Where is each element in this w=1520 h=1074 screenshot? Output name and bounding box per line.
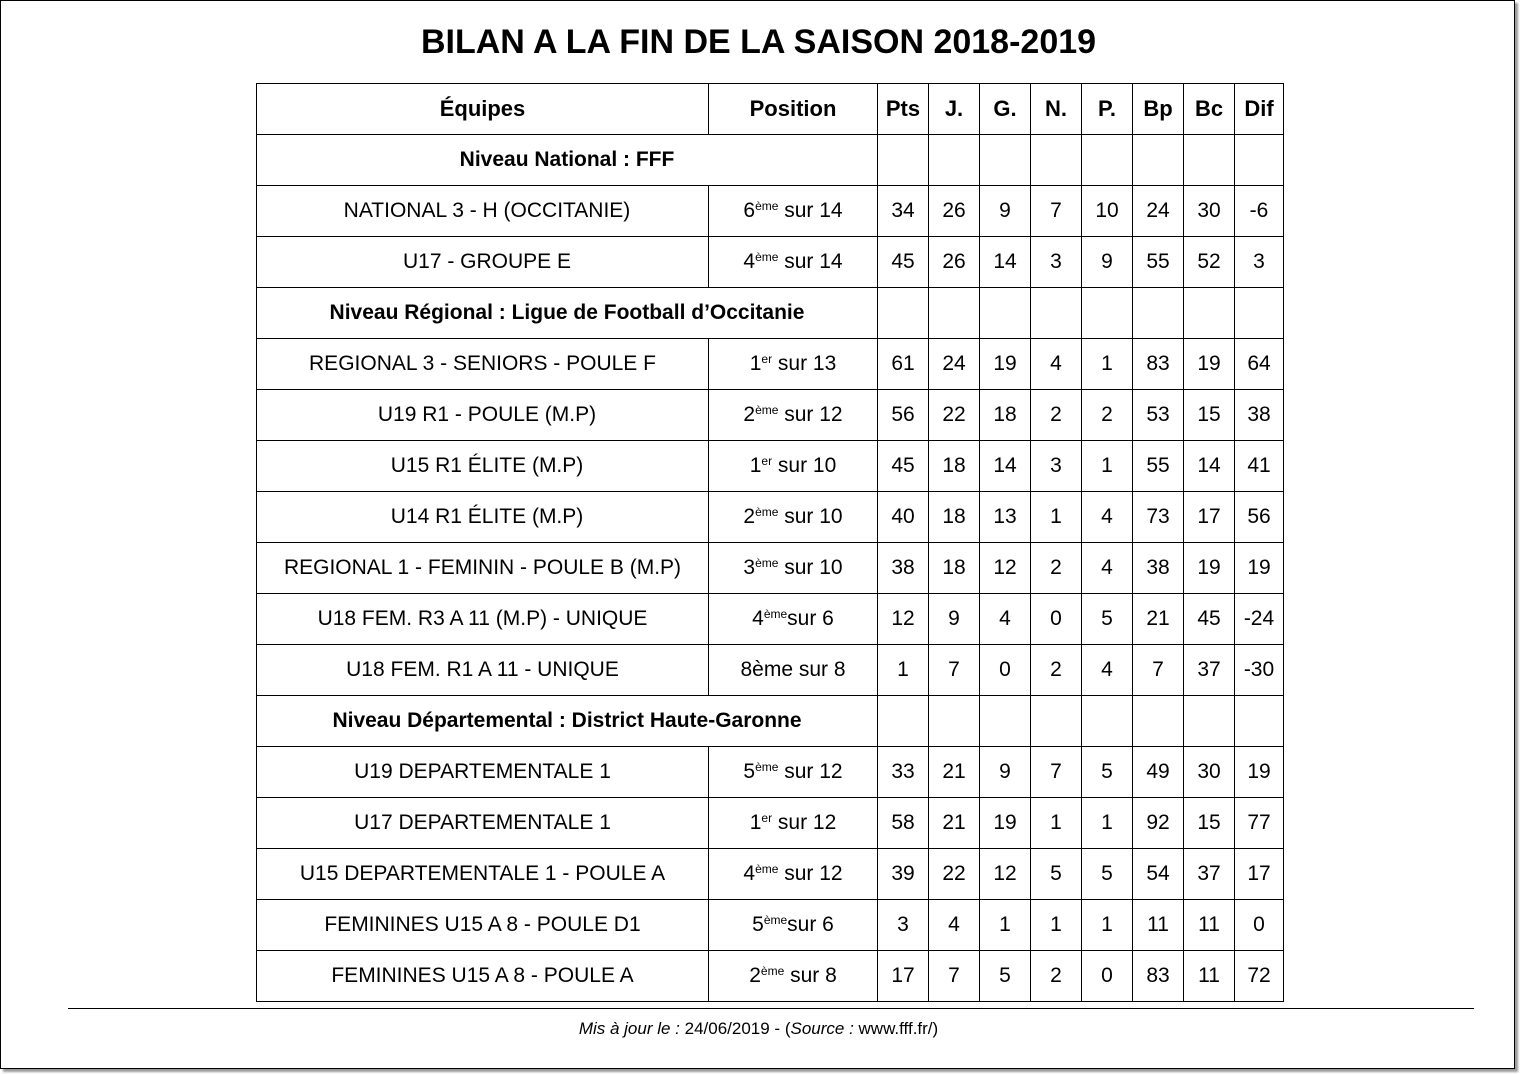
stat-j-cell: 26 [929, 186, 980, 237]
stat-n-cell: 2 [1031, 543, 1082, 594]
footer-source-label: Source : [790, 1019, 854, 1038]
position-cell [709, 747, 878, 798]
empty-cell [1184, 288, 1235, 339]
stat-pts-cell: 34 [878, 186, 929, 237]
empty-cell [1031, 696, 1082, 747]
position-ordinal-suffix: ème [763, 607, 788, 621]
footer-source: www.fff.fr/) [853, 1019, 939, 1038]
empty-cell [878, 288, 929, 339]
table-row [257, 441, 1284, 492]
section-label: Niveau National : FFF [257, 135, 878, 186]
stat-p-cell: 4 [1082, 492, 1133, 543]
empty-cell [929, 288, 980, 339]
empty-cell [980, 135, 1031, 186]
stat-n-cell: 2 [1031, 390, 1082, 441]
section-row [257, 288, 1284, 339]
col-header-position: Position [709, 84, 878, 135]
footer-divider [68, 1008, 1474, 1009]
footer-updated-label: Mis à jour le : [578, 1019, 680, 1038]
position-rank: 3 [743, 556, 756, 579]
col-header-g: G. [980, 84, 1031, 135]
empty-cell [878, 135, 929, 186]
table-row [257, 390, 1284, 441]
position-total: sur 12 [778, 403, 843, 426]
stat-bp-cell: 38 [1133, 543, 1184, 594]
col-header-j: J. [929, 84, 980, 135]
stat-bc-cell: 45 [1184, 594, 1235, 645]
stat-dif-cell: 3 [1235, 237, 1284, 288]
stat-g-cell: 14 [980, 441, 1031, 492]
table-row [257, 543, 1284, 594]
position-cell [709, 594, 878, 645]
position-ordinal-suffix: ème [763, 913, 788, 927]
stat-dif-cell: 19 [1235, 543, 1284, 594]
team-cell: U14 R1 ÉLITE (M.P) [257, 492, 709, 543]
stat-dif-cell: 41 [1235, 441, 1284, 492]
stat-g-cell: 18 [980, 390, 1031, 441]
position-cell [709, 186, 878, 237]
position-cell [709, 441, 878, 492]
empty-cell [878, 696, 929, 747]
stat-g-cell: 9 [980, 186, 1031, 237]
stat-dif-cell: -30 [1235, 645, 1284, 696]
empty-cell [1082, 696, 1133, 747]
stat-dif-cell: 0 [1235, 900, 1284, 951]
position-cell [709, 339, 878, 390]
stat-pts-cell: 1 [878, 645, 929, 696]
position-total: sur 14 [778, 250, 843, 273]
col-header-bc: Bc [1184, 84, 1235, 135]
team-cell: NATIONAL 3 - H (OCCITANIE) [257, 186, 709, 237]
stat-n-cell: 5 [1031, 849, 1082, 900]
stat-bc-cell: 30 [1184, 186, 1235, 237]
stat-p-cell: 4 [1082, 645, 1133, 696]
stat-pts-cell: 3 [878, 900, 929, 951]
position-rank: 6 [743, 199, 756, 222]
stat-bc-cell: 37 [1184, 645, 1235, 696]
stat-pts-cell: 17 [878, 951, 929, 1002]
position-cell [709, 390, 878, 441]
team-cell: REGIONAL 3 - SENIORS - POULE F [257, 339, 709, 390]
table-row [257, 798, 1284, 849]
team-cell: U19 R1 - POULE (M.P) [257, 390, 709, 441]
position-rank: 1 [749, 811, 762, 834]
stat-bc-cell: 52 [1184, 237, 1235, 288]
stat-pts-cell: 40 [878, 492, 929, 543]
stat-dif-cell: 19 [1235, 747, 1284, 798]
stat-p-cell: 1 [1082, 441, 1133, 492]
table-row [257, 339, 1284, 390]
stat-p-cell: 5 [1082, 594, 1133, 645]
team-cell: U15 DEPARTEMENTALE 1 - POULE A [257, 849, 709, 900]
position-ordinal-suffix: ème [755, 862, 779, 876]
stat-g-cell: 19 [980, 339, 1031, 390]
stat-j-cell: 7 [929, 645, 980, 696]
stat-bp-cell: 49 [1133, 747, 1184, 798]
stat-n-cell: 2 [1031, 645, 1082, 696]
stat-p-cell: 1 [1082, 339, 1133, 390]
position-rank: 1 [749, 454, 762, 477]
stat-p-cell: 1 [1082, 900, 1133, 951]
position-ordinal-suffix: ème [755, 760, 779, 774]
position-rank: 8ème sur 8 [740, 658, 846, 681]
team-cell: FEMININES U15 A 8 - POULE A [257, 951, 709, 1002]
stat-j-cell: 18 [929, 441, 980, 492]
stat-pts-cell: 39 [878, 849, 929, 900]
col-header-n: N. [1031, 84, 1082, 135]
col-header-bp: Bp [1133, 84, 1184, 135]
empty-cell [1235, 288, 1284, 339]
position-total: sur 12 [778, 862, 843, 885]
stat-p-cell: 1 [1082, 798, 1133, 849]
stat-bp-cell: 55 [1133, 441, 1184, 492]
table-row [257, 645, 1284, 696]
stat-j-cell: 21 [929, 798, 980, 849]
team-cell: U18 FEM. R1 A 11 - UNIQUE [257, 645, 709, 696]
empty-cell [1184, 696, 1235, 747]
table-row [257, 492, 1284, 543]
stat-p-cell: 4 [1082, 543, 1133, 594]
stat-bp-cell: 54 [1133, 849, 1184, 900]
stat-bc-cell: 19 [1184, 339, 1235, 390]
stat-bp-cell: 92 [1133, 798, 1184, 849]
position-ordinal-suffix: ème [755, 199, 779, 213]
col-header-p: P. [1082, 84, 1133, 135]
empty-cell [1082, 288, 1133, 339]
position-cell [709, 798, 878, 849]
position-ordinal-suffix: ème [755, 556, 779, 570]
team-cell: U15 R1 ÉLITE (M.P) [257, 441, 709, 492]
position-rank: 4 [743, 862, 756, 885]
stat-pts-cell: 12 [878, 594, 929, 645]
empty-cell [1031, 288, 1082, 339]
stat-p-cell: 10 [1082, 186, 1133, 237]
position-rank: 4 [743, 250, 756, 273]
stat-p-cell: 0 [1082, 951, 1133, 1002]
stat-dif-cell: -24 [1235, 594, 1284, 645]
stat-j-cell: 18 [929, 543, 980, 594]
stat-bp-cell: 24 [1133, 186, 1184, 237]
team-cell: U19 DEPARTEMENTALE 1 [257, 747, 709, 798]
position-ordinal-suffix: ème [760, 964, 785, 978]
section-label: Niveau Départemental : District Haute-Garonne [257, 696, 878, 747]
empty-cell [929, 135, 980, 186]
table-row [257, 186, 1284, 237]
stat-bp-cell: 73 [1133, 492, 1184, 543]
col-header-dif: Dif [1235, 84, 1284, 135]
stat-bp-cell: 83 [1133, 951, 1184, 1002]
stat-bc-cell: 11 [1184, 900, 1235, 951]
team-cell: REGIONAL 1 - FEMININ - POULE B (M.P) [257, 543, 709, 594]
empty-cell [1082, 135, 1133, 186]
position-ordinal-suffix: ème [755, 403, 779, 417]
stat-n-cell: 0 [1031, 594, 1082, 645]
section-row [257, 135, 1284, 186]
table-row [257, 900, 1284, 951]
stat-p-cell: 2 [1082, 390, 1133, 441]
stat-pts-cell: 45 [878, 237, 929, 288]
stat-j-cell: 18 [929, 492, 980, 543]
stat-pts-cell: 56 [878, 390, 929, 441]
position-rank: 4 [752, 607, 764, 630]
stat-g-cell: 19 [980, 798, 1031, 849]
stat-j-cell: 26 [929, 237, 980, 288]
col-header-team: Équipes [257, 84, 709, 135]
stat-n-cell: 1 [1031, 492, 1082, 543]
position-total: sur 10 [778, 505, 843, 528]
stat-n-cell: 1 [1031, 798, 1082, 849]
stat-dif-cell: 17 [1235, 849, 1284, 900]
stat-p-cell: 5 [1082, 747, 1133, 798]
stat-bc-cell: 37 [1184, 849, 1235, 900]
empty-cell [1235, 696, 1284, 747]
stat-bp-cell: 83 [1133, 339, 1184, 390]
table-row [257, 594, 1284, 645]
position-rank: 5 [743, 760, 756, 783]
position-cell [709, 849, 878, 900]
position-total: sur 14 [778, 199, 843, 222]
stat-dif-cell: 56 [1235, 492, 1284, 543]
stat-bc-cell: 19 [1184, 543, 1235, 594]
stat-bc-cell: 14 [1184, 441, 1235, 492]
position-total: sur 8 [784, 964, 837, 987]
footer-date: 24/06/2019 - ( [679, 1019, 791, 1038]
stat-dif-cell: 77 [1235, 798, 1284, 849]
stat-g-cell: 14 [980, 237, 1031, 288]
stat-g-cell: 12 [980, 543, 1031, 594]
stat-dif-cell: 38 [1235, 390, 1284, 441]
stat-pts-cell: 33 [878, 747, 929, 798]
stat-g-cell: 9 [980, 747, 1031, 798]
position-cell [709, 900, 878, 951]
position-cell [709, 543, 878, 594]
stat-j-cell: 22 [929, 849, 980, 900]
table-row [257, 951, 1284, 1002]
position-total: sur 10 [778, 556, 843, 579]
stat-g-cell: 0 [980, 645, 1031, 696]
stat-g-cell: 13 [980, 492, 1031, 543]
empty-cell [1184, 135, 1235, 186]
position-ordinal-suffix: ème [755, 250, 779, 264]
stat-bc-cell: 11 [1184, 951, 1235, 1002]
stat-dif-cell: 72 [1235, 951, 1284, 1002]
stat-j-cell: 7 [929, 951, 980, 1002]
stat-g-cell: 4 [980, 594, 1031, 645]
empty-cell [929, 696, 980, 747]
footer-note [1, 1019, 1516, 1039]
stat-p-cell: 9 [1082, 237, 1133, 288]
position-rank: 2 [743, 403, 756, 426]
position-rank: 2 [743, 505, 756, 528]
stat-bc-cell: 17 [1184, 492, 1235, 543]
stat-bp-cell: 21 [1133, 594, 1184, 645]
position-ordinal-suffix: ème [755, 505, 779, 519]
team-cell: FEMININES U15 A 8 - POULE D1 [257, 900, 709, 951]
page-title: BILAN A LA FIN DE LA SAISON 2018-2019 [420, 23, 1097, 61]
stat-n-cell: 3 [1031, 441, 1082, 492]
standings-body [257, 135, 1284, 1002]
stat-j-cell: 22 [929, 390, 980, 441]
stat-bp-cell: 53 [1133, 390, 1184, 441]
stat-n-cell: 7 [1031, 186, 1082, 237]
team-cell: U18 FEM. R3 A 11 (M.P) - UNIQUE [257, 594, 709, 645]
stat-j-cell: 9 [929, 594, 980, 645]
position-total: sur 12 [772, 811, 837, 834]
stat-g-cell: 1 [980, 900, 1031, 951]
position-rank: 1 [749, 352, 762, 375]
team-cell: U17 - GROUPE E [257, 237, 709, 288]
stat-j-cell: 4 [929, 900, 980, 951]
standings-table [256, 83, 1284, 1002]
stat-p-cell: 5 [1082, 849, 1133, 900]
position-total: sur 10 [772, 454, 837, 477]
position-cell [709, 645, 878, 696]
empty-cell [1133, 135, 1184, 186]
stat-g-cell: 12 [980, 849, 1031, 900]
position-cell [709, 951, 878, 1002]
header-row [257, 84, 1284, 135]
stat-pts-cell: 45 [878, 441, 929, 492]
stat-n-cell: 7 [1031, 747, 1082, 798]
stat-dif-cell: 64 [1235, 339, 1284, 390]
stat-bp-cell: 7 [1133, 645, 1184, 696]
stat-dif-cell: -6 [1235, 186, 1284, 237]
position-ordinal-suffix: er [761, 454, 773, 468]
stat-bp-cell: 55 [1133, 237, 1184, 288]
stat-bc-cell: 15 [1184, 390, 1235, 441]
position-rank: 5 [752, 913, 764, 936]
table-row [257, 849, 1284, 900]
position-ordinal-suffix: er [761, 811, 773, 825]
team-cell: U17 DEPARTEMENTALE 1 [257, 798, 709, 849]
empty-cell [1031, 135, 1082, 186]
stat-bc-cell: 15 [1184, 798, 1235, 849]
stat-g-cell: 5 [980, 951, 1031, 1002]
stat-j-cell: 21 [929, 747, 980, 798]
col-header-pts: Pts [878, 84, 929, 135]
empty-cell [980, 696, 1031, 747]
stat-n-cell: 1 [1031, 900, 1082, 951]
section-label: Niveau Régional : Ligue de Football d’Occitanie [257, 288, 878, 339]
stat-j-cell: 24 [929, 339, 980, 390]
stat-pts-cell: 61 [878, 339, 929, 390]
empty-cell [1133, 288, 1184, 339]
stat-bc-cell: 30 [1184, 747, 1235, 798]
stat-n-cell: 3 [1031, 237, 1082, 288]
empty-cell [980, 288, 1031, 339]
empty-cell [1133, 696, 1184, 747]
stat-pts-cell: 58 [878, 798, 929, 849]
position-cell [709, 492, 878, 543]
empty-cell [1235, 135, 1284, 186]
position-total: sur 12 [778, 760, 843, 783]
position-total: sur 6 [787, 607, 834, 630]
stat-n-cell: 2 [1031, 951, 1082, 1002]
stat-bp-cell: 11 [1133, 900, 1184, 951]
position-rank: 2 [749, 964, 761, 987]
table-row [257, 237, 1284, 288]
stat-pts-cell: 38 [878, 543, 929, 594]
stat-n-cell: 4 [1031, 339, 1082, 390]
position-total: sur 13 [772, 352, 837, 375]
position-cell [709, 237, 878, 288]
section-row [257, 696, 1284, 747]
position-total: sur 6 [787, 913, 834, 936]
position-ordinal-suffix: er [761, 352, 773, 366]
table-row [257, 747, 1284, 798]
